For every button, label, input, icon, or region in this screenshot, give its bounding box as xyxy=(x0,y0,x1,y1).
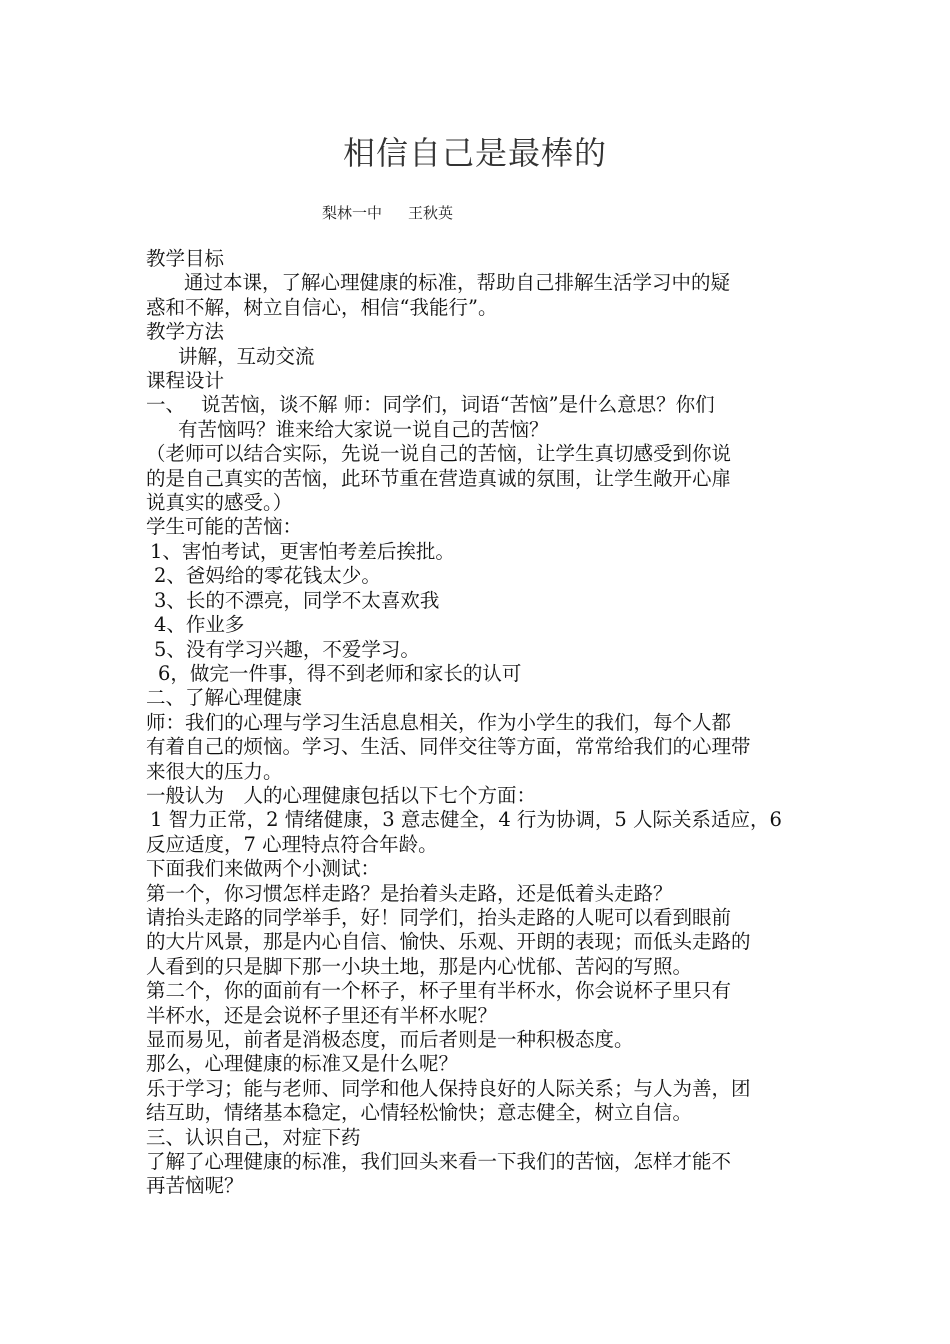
text-line: （老师可以结合实际，先说一说自己的苦恼，让学生真切感受到你说 xyxy=(146,442,732,466)
school-name: 梨林一中 xyxy=(322,204,383,222)
text-line: 通过本课，了解心理健康的标准，帮助自己排解生活学习中的疑 xyxy=(184,271,731,295)
text-line: 了解了心理健康的标准，我们回头来看一下我们的苦恼，怎样才能不 xyxy=(146,1150,732,1174)
text-line: 第二个，你的面前有一个杯子，杯子里有半杯水，你会说杯子里只有 xyxy=(146,979,732,1003)
text-line: 有着自己的烦恼。学习、生活、同伴交往等方面，常常给我们的心理带 xyxy=(146,735,751,759)
text-line: 课程设计 xyxy=(146,369,225,393)
document-body xyxy=(146,247,810,1199)
text-line: 那么，心理健康的标准又是什么呢？ xyxy=(146,1052,459,1076)
text-line: 请抬头走路的同学举手，好！同学们，抬头走路的人呢可以看到眼前 xyxy=(146,905,732,929)
text-line: 结互助，情绪基本稳定，心情轻松愉快；意志健全，树立自信。 xyxy=(146,1101,693,1125)
text-line: 4、作业多 xyxy=(154,613,245,637)
text-line: 显而易见，前者是消极态度，而后者则是一种积极态度。 xyxy=(146,1028,634,1051)
text-line: 1、害怕考试，更害怕考差后挨批。 xyxy=(150,539,455,563)
author-name: 王秋英 xyxy=(408,204,454,222)
text-line: 5、没有学习兴趣，不爱学习。 xyxy=(154,637,420,661)
text-line: 6，做完一件事，得不到老师和家长的认可 xyxy=(158,661,522,685)
text-line: 1 智力正常，2 情绪健康，3 意志健全，4 行为协调，5 人际关系适应，6 xyxy=(150,808,782,832)
text-line: 3、长的不漂亮，同学不太喜欢我 xyxy=(154,588,440,612)
text-line: 半杯水，还是会说杯子里还有半杯水呢？ xyxy=(146,1003,498,1027)
text-line: 的大片风景，那是内心自信、愉快、乐观、开朗的表现；而低头走路的 xyxy=(146,930,751,954)
text-line: 三、认识自己，对症下药 xyxy=(146,1125,361,1149)
text-line: 二、了解心理健康 xyxy=(146,686,303,710)
text-line: 乐于学习；能与老师、同学和他人保持良好的人际关系；与人为善，团 xyxy=(146,1076,751,1100)
document-title: 相信自己是最棒的 xyxy=(342,134,607,172)
text-line: 2、爸妈给的零花钱太少。 xyxy=(154,564,381,588)
author-line xyxy=(322,202,453,223)
text-line: 惑和不解，树立自信心，相信“我能行”。 xyxy=(146,295,498,319)
text-line: 第一个，你习惯怎样走路？是抬着头走路，还是低着头走路？ xyxy=(146,881,673,905)
text-line: 来很大的压力。 xyxy=(146,759,283,783)
text-line: 的是自己真实的苦恼，此环节重在营造真诚的氛围，让学生敞开心扉 xyxy=(146,466,732,490)
text-line: 讲解，互动交流 xyxy=(178,344,315,368)
text-line: 人看到的只是脚下那一小块土地，那是内心忧郁、苦闷的写照。 xyxy=(146,954,693,978)
text-line: 师：我们的心理与学习生活息息相关，作为小学生的我们，每个人都 xyxy=(146,710,732,734)
text-line: 说真实的感受。） xyxy=(146,491,293,515)
text-line: 下面我们来做两个小测试： xyxy=(146,857,381,881)
text-line: 一、 说苦恼，谈不解 师：同学们，词语“苦恼”是什么意思？你们 xyxy=(146,393,715,417)
text-line: 反应适度，7 心理特点符合年龄。 xyxy=(146,832,438,856)
text-line: 学生可能的苦恼： xyxy=(146,515,303,539)
text-line: 再苦恼呢？ xyxy=(146,1174,244,1198)
text-line: 一般认为 人的心理健康包括以下七个方面： xyxy=(146,783,537,807)
text-line: 有苦恼吗？谁来给大家说一说自己的苦恼？ xyxy=(178,417,549,441)
text-line: 教学方法 xyxy=(146,320,225,344)
text-line: 教学目标 xyxy=(146,247,225,270)
